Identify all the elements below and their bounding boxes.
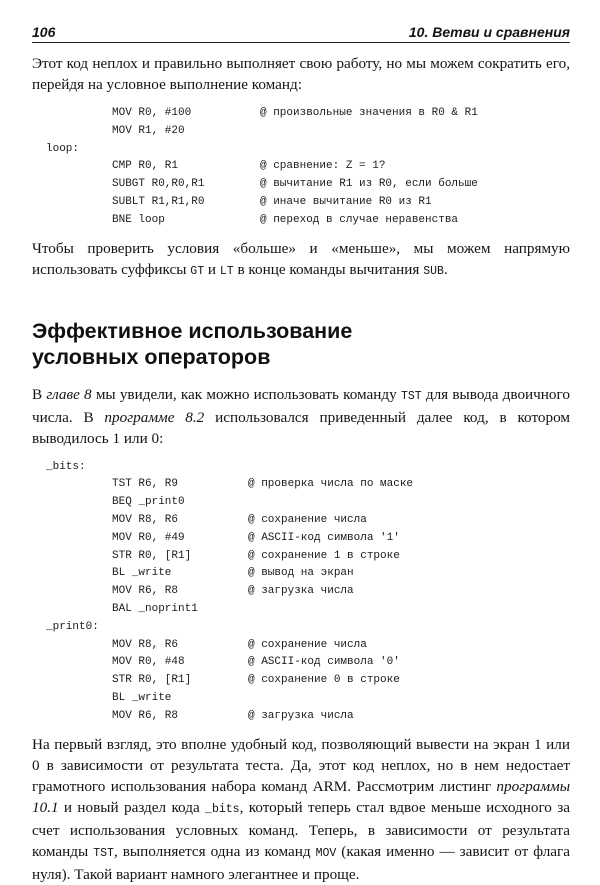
code-line: MOV R8, R6 @ сохранение числа bbox=[112, 638, 367, 651]
code-line: MOV R0, #100 @ произвольные значения в R0 & R1 bbox=[112, 107, 478, 119]
code-line: MOV R0, #49 @ ASCII-код символа '1' bbox=[112, 531, 400, 544]
page-header bbox=[32, 24, 570, 43]
paragraph-suffixes: Чтобы проверить условия «больше» и «меньше», мы можем напрямую использовать суффиксы GT и LT в конце команды вычитания SUB. bbox=[32, 239, 570, 278]
code-line: MOV R6, R8 @ загрузка числа bbox=[112, 709, 354, 722]
code-line: BAL _noprint1 bbox=[112, 602, 198, 615]
code-line: SUBGT R0,R0,R1 @ вычитание R1 из R0, если больше bbox=[112, 178, 478, 191]
code-line: TST R6, R9 @ проверка числа по маске bbox=[112, 478, 414, 491]
code-line: MOV R6, R8 @ загрузка числа bbox=[112, 585, 354, 598]
code-label-line: _bits: bbox=[46, 460, 86, 473]
code-label-line: _print0: bbox=[46, 620, 99, 633]
section-heading: Эффективное использование условных операторов bbox=[32, 318, 353, 369]
paragraph-intro: Этот код неплох и правильно выполняет свою работу, но мы можем сократить его, перейдя на условное выполнение команд: bbox=[32, 55, 570, 93]
page-number: 106 bbox=[32, 24, 56, 40]
code-line: MOV R1, #20 bbox=[112, 124, 185, 137]
code-line: MOV R8, R6 @ сохранение числа bbox=[112, 513, 367, 526]
code-line: CMP R0, R1 @ сравнение: Z = 1? bbox=[112, 160, 386, 173]
code-label-line: loop: bbox=[46, 142, 80, 155]
chapter-title: 10. Ветви и сравнения bbox=[408, 24, 570, 40]
paragraph-conclusion: На первый взгляд, это вполне удобный код, позволяющий вывести на экран 1 или 0 в зависимости от результата теста. Да, этот код неплох, но в нем недостает грамотного использования набора команд ARM. Рассмотрим листинг программы 10.1 и новый раздел кода _bits, который теперь стал вдвое меньше исходного за счет использования условных команд. Теперь, в зависимости от результата команды TST, выполняется одна из команд MOV (какая именно — зависит от флага нуля). Такой вариант намного элегантнее и проще. bbox=[32, 735, 570, 883]
code-listing-bits bbox=[32, 459, 570, 726]
paragraph-tst: В главе 8 мы увидели, как можно использовать команду TST для вывода двоичного числа. В программе 8.2 использовался приведенный далее код, в котором выводилось 1 или 0: bbox=[32, 385, 570, 447]
code-line: BL _write bbox=[112, 691, 172, 704]
code-line: MOV R0, #48 @ ASCII-код символа '0' bbox=[112, 656, 400, 669]
code-line: BEQ _print0 bbox=[112, 496, 185, 509]
code-line: STR R0, [R1] @ сохранение 1 в строке bbox=[112, 549, 400, 562]
code-line: BNE loop @ переход в случае неравенства bbox=[112, 213, 459, 226]
code-line: SUBLT R1,R1,R0 @ иначе вычитание R0 из R1 bbox=[112, 195, 432, 208]
code-listing-loop bbox=[32, 105, 570, 230]
code-line: STR R0, [R1] @ сохранение 0 в строке bbox=[112, 674, 400, 687]
code-line: BL _write @ вывод на экран bbox=[112, 567, 354, 580]
